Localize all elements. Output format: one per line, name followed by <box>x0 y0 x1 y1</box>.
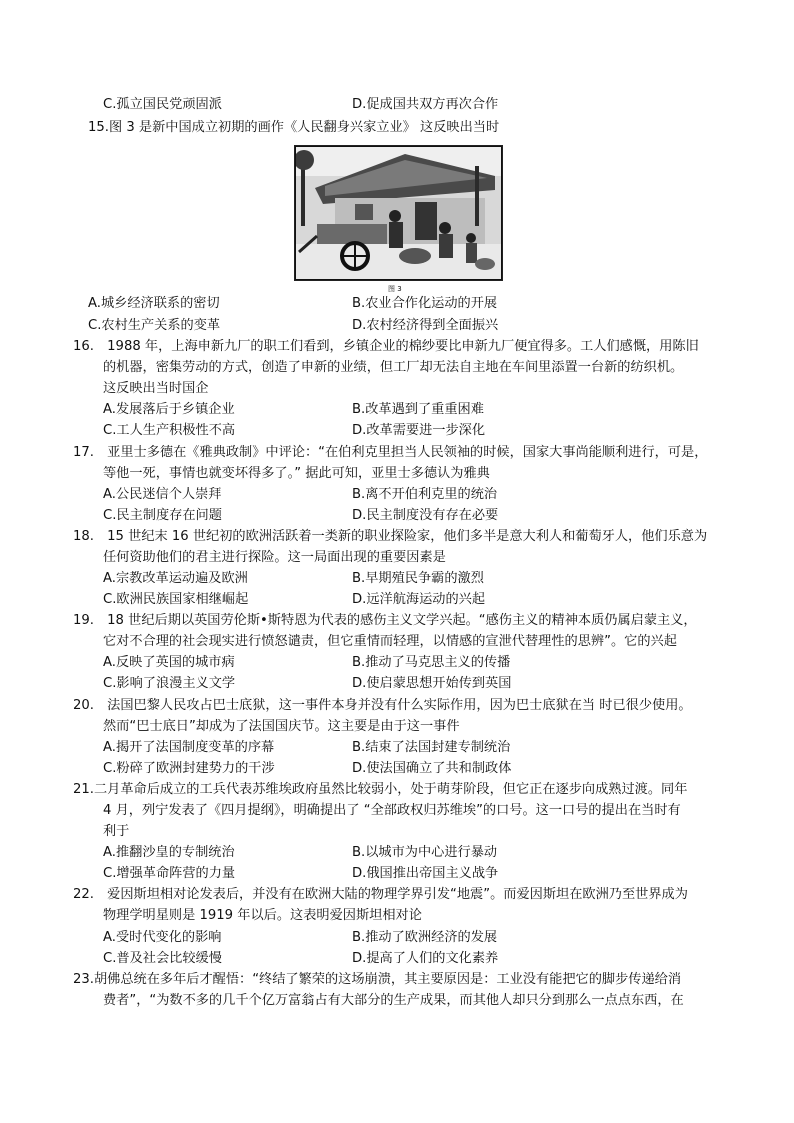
q22-option-a: A.受时代变化的影响 <box>103 930 222 945</box>
q23-stem-line1: 23.胡佛总统在多年后才醒悟：“终结了繁荣的这场崩溃，其主要原因是：工业没有能把它的脚步传递给消 <box>73 972 682 987</box>
q17-stem-line1: 17. 亚里士多德在《雅典政制》中评论：“在伯利克里担当人民领袖的时候，国家大事尚能顺利进行，可是， <box>73 445 708 460</box>
q16-option-d: D.改革需要进一步深化 <box>352 423 486 438</box>
q15-option-d: D.农村经济得到全面振兴 <box>352 318 499 333</box>
q21-stem-line3: 利于 <box>103 824 130 839</box>
q20-stem-line1: 20. 法国巴黎人民攻占巴士底狱，这一事件本身并没有什么实际作用，因为巴士底狱在当 时已很少使用。 <box>73 698 692 713</box>
q14-option-c: C.孤立国民党顽固派 <box>103 97 222 112</box>
q19-option-b: B.推动了马克思主义的传播 <box>352 655 511 670</box>
q21-option-c: C.增强革命阵营的力量 <box>103 866 236 881</box>
q16-stem-line3: 这反映出当时国企 <box>103 381 209 396</box>
q19-stem-line1: 19. 18 世纪后期以英国劳伦斯•斯特恩为代表的感伤主义文学兴起。“感伤主义的精神本质仍属启蒙主义， <box>73 613 697 628</box>
q19-option-a: A.反映了英国的城市病 <box>103 655 235 670</box>
q15-stem: 15.图 3 是新中国成立初期的画作《人民翻身兴家立业》 这反映出当时 <box>88 120 500 135</box>
q16-option-a: A.发展落后于乡镇企业 <box>103 402 235 417</box>
q18-option-b: B.早期殖民争霸的激烈 <box>352 571 484 586</box>
q16-option-b: B.改革遇到了重重困难 <box>352 402 484 417</box>
q17-option-d: D.民主制度没有存在必要 <box>352 508 499 523</box>
q18-option-c: C.欧洲民族国家相继崛起 <box>103 592 249 607</box>
q20-option-b: B.结束了法国封建专制统治 <box>352 740 511 755</box>
q17-option-c: C.民主制度存在问题 <box>103 508 222 523</box>
q17-stem-line2: 等他一死，事情也就变坏得多了。” 据此可知，亚里士多德认为雅典 <box>103 466 490 481</box>
q16-option-c: C.工人生产积极性不高 <box>103 423 236 438</box>
q16-stem-line1: 16. 1988 年，上海申新九厂的职工们看到，乡镇企业的棉纱要比申新九厂便宜得多。工人们感慨，用陈旧 <box>73 339 699 354</box>
q21-option-a: A.推翻沙皇的专制统治 <box>103 845 235 860</box>
q21-option-d: D.俄国推出帝国主义战争 <box>352 866 499 881</box>
q19-stem-line2: 它对不合理的社会现实进行愤怒谴责，但它重情而轻理，以情感的宣泄代替理性的思辨”。它的兴起 <box>103 634 677 649</box>
q22-stem-line2: 物理学明星则是 1919 年以后。这表明爱因斯坦相对论 <box>103 908 422 923</box>
q20-option-c: C.粉碎了欧洲封建势力的干涉 <box>103 761 275 776</box>
q22-option-c: C.普及社会比较缓慢 <box>103 951 222 966</box>
q20-option-d: D.使法国确立了共和制政体 <box>352 761 512 776</box>
figure-caption: 图 3 <box>388 285 402 293</box>
q20-stem-line2: 然而“巴士底日”却成为了法国国庆节。这主要是由于这一事件 <box>103 719 460 734</box>
q21-option-b: B.以城市为中心进行暴动 <box>352 845 498 860</box>
q23-stem-line2: 费者”，“为数不多的几千个亿万富翁占有大部分的生产成果，而其他人却只分到那么一点点东西，在 <box>103 993 684 1008</box>
painting-illustration <box>295 146 502 280</box>
q17-option-b: B.离不开伯利克里的统治 <box>352 487 498 502</box>
q19-option-d: D.使启蒙思想开始传到英国 <box>352 676 512 691</box>
q22-stem-line1: 22. 爱因斯坦相对论发表后，并没有在欧洲大陆的物理学界引发“地震”。而爱因斯坦在欧洲乃至世界成为 <box>73 887 688 902</box>
q15-option-c: C.农村生产关系的变革 <box>88 318 221 333</box>
q16-stem-line2: 的机器，密集劳动的方式，创造了申新的业绩，但工厂却无法自主地在车间里添置一台新的纺织机。 <box>103 360 684 375</box>
q18-option-d: D.远洋航海运动的兴起 <box>352 592 486 607</box>
q21-stem-line2: 4 月，列宁发表了《四月提纲》，明确提出了 “全部政权归苏维埃”的口号。这一口号的提出在当时有 <box>103 803 681 818</box>
q17-option-a: A.公民迷信个人崇拜 <box>103 487 222 502</box>
q15-option-a: A.城乡经济联系的密切 <box>88 296 220 311</box>
q18-option-a: A.宗教改革运动遍及欧洲 <box>103 571 248 586</box>
q20-option-a: A.揭开了法国制度变革的序幕 <box>103 740 275 755</box>
q18-stem-line2: 任何资助他们的君主进行探险。这一局面出现的重要因素是 <box>103 550 446 565</box>
q18-stem-line1: 18. 15 世纪末 16 世纪初的欧洲活跃着一类新的职业探险家，他们多半是意大利人和葡萄牙人，他们乐意为 <box>73 529 708 544</box>
q21-stem-line1: 21.二月革命后成立的工兵代表苏维埃政府虽然比较弱小，处于萌芽阶段，但它正在逐步向成熟过渡。同年 <box>73 782 688 797</box>
q22-option-b: B.推动了欧洲经济的发展 <box>352 930 498 945</box>
figure-3-painting <box>294 145 503 281</box>
q19-option-c: C.影响了浪漫主义文学 <box>103 676 236 691</box>
q15-option-b: B.农业合作化运动的开展 <box>352 296 498 311</box>
q22-option-d: D.提高了人们的文化素养 <box>352 951 499 966</box>
q14-option-d: D.促成国共双方再次合作 <box>352 97 499 112</box>
